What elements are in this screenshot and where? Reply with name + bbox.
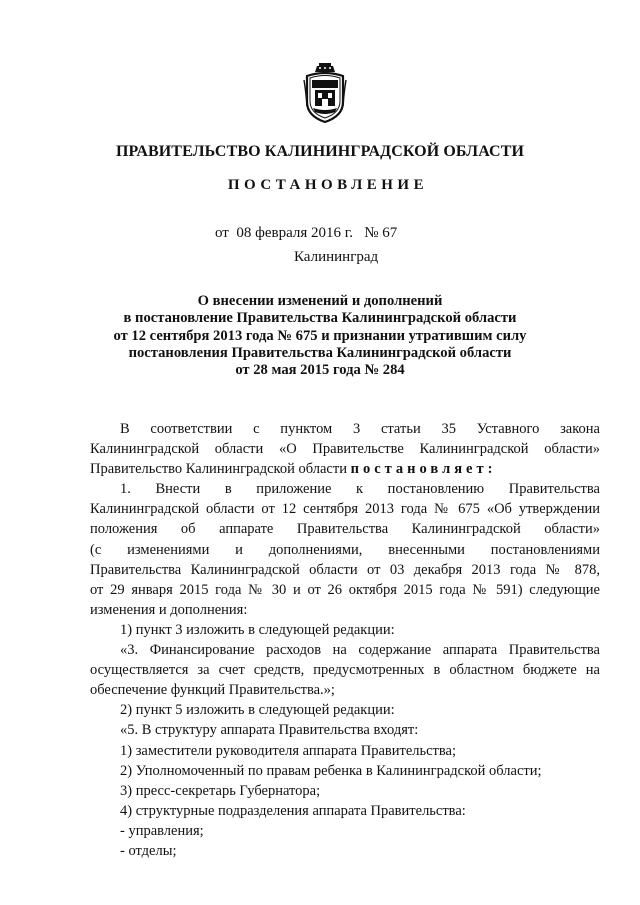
body-line: осуществляется за счет средств, предусмотренных в областном бюджете на	[90, 662, 600, 679]
body-line: 2) пункт 5 изложить в следующей редакции:	[120, 702, 395, 719]
date-prefix: от	[215, 225, 229, 241]
title-line: постановления Правительства Калининградской области	[128, 344, 512, 361]
body-line: 1) пункт 3 изложить в следующей редакции:	[120, 621, 395, 638]
city: Калининград	[294, 249, 379, 265]
body-text: Правительство Калининградской области	[90, 461, 347, 478]
government-name: ПРАВИТЕЛЬСТВО КАЛИНИНГРАДСКОЙ ОБЛАСТИ	[115, 143, 525, 160]
date-line	[215, 225, 397, 242]
list-item: 3) пресс-секретарь Губернатора;	[120, 782, 321, 799]
title-line: от 12 сентября 2013 года № 675 и признании утратившим силу	[113, 327, 527, 344]
document-title	[0, 293, 640, 379]
body-line: Калининградской области «О Правительстве Калининградской области»	[90, 441, 600, 458]
title-line: в постановление Правительства Калининградской области	[123, 310, 517, 327]
list-item: 4) структурные подразделения аппарата Правительства:	[120, 802, 466, 819]
body-line: изменения и дополнения:	[90, 601, 248, 618]
body-line: «5. В структуру аппарата Правительства входят:	[120, 722, 419, 739]
body-line: В соответствии с пунктом 3 статьи 35 Уставного закона	[120, 421, 600, 437]
list-item: - управления;	[120, 822, 204, 839]
body-line: (с изменениями и дополнениями, внесенными постановлениями	[90, 541, 600, 558]
body-line: Правительства Калининградской области от 03 декабря 2013 года № 878,	[90, 561, 600, 578]
body-line: положения об аппарате Правительства Калининградской области»	[90, 521, 600, 538]
document-type: ПОСТАНОВЛЕНИЕ	[227, 177, 429, 193]
title-line: О внесении изменений и дополнений	[197, 293, 443, 309]
document-body	[90, 419, 600, 861]
body-line: обеспечение функций Правительства.»;	[90, 682, 335, 699]
body-line: Калининградской области от 12 сентября 2013 года № 675 «Об утверждении	[90, 501, 600, 518]
document-date: 08 февраля 2016 г.	[236, 225, 353, 241]
document-number: № 67	[364, 225, 398, 241]
body-line: от 29 января 2015 года № 30 и от 26 октября 2015 года № 591) следующие	[90, 581, 600, 598]
body-line: 1. Внести в приложение к постановлению Правительства	[120, 481, 600, 498]
title-line: от 28 мая 2015 года № 284	[235, 362, 405, 379]
list-item: - отделы;	[120, 842, 177, 859]
decree-word: постановляет:	[350, 461, 497, 478]
list-item: 2) Уполномоченный по правам ребенка в Калининградской области;	[120, 762, 542, 779]
coat-of-arms-icon	[303, 62, 347, 124]
body-line	[90, 459, 600, 479]
body-line: «3. Финансирование расходов на содержание аппарата Правительства	[120, 642, 600, 659]
list-item: 1) заместители руководителя аппарата Правительства;	[120, 742, 457, 759]
